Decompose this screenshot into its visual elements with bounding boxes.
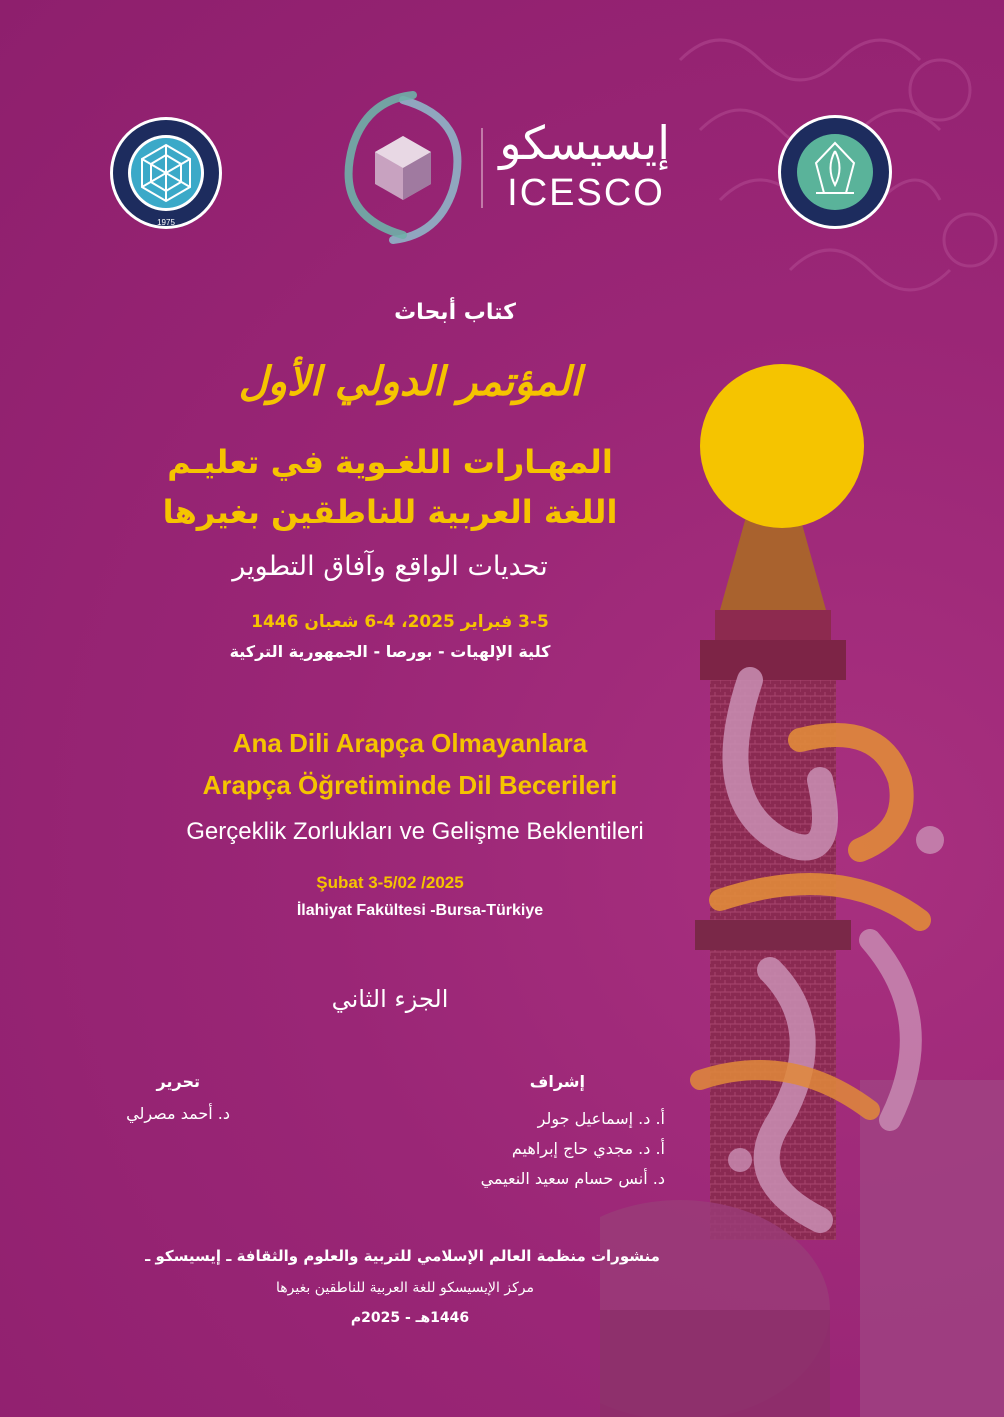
title-turkish-line1: Ana Dili Arapça Olmayanlara bbox=[232, 728, 588, 758]
volume-label: الجزء الثاني bbox=[331, 985, 449, 1013]
supervisors-list bbox=[420, 1104, 665, 1194]
publisher-center: مركز الإيسيسكو للغة العربية للناطقين بغيرها bbox=[276, 1280, 534, 1296]
icesco-divider bbox=[481, 128, 483, 208]
editor-name: د. أحمد مصرلي bbox=[126, 1104, 230, 1123]
supervisor-name: د. أنس حسام سعيد النعيمي bbox=[480, 1169, 665, 1188]
main-title-arabic-line1: المهـارات اللغـوية في تعليـم bbox=[167, 443, 613, 481]
seal-year: 1975 bbox=[157, 218, 175, 227]
date-turkish: Şubat 3-5/02 /2025 bbox=[316, 873, 464, 892]
title-turkish-line2: Arapça Öğretiminde Dil Becerileri bbox=[202, 770, 618, 800]
subtitle-arabic: تحديات الواقع وآفاق التطوير bbox=[232, 551, 548, 582]
supervision-heading: إشراف bbox=[529, 1072, 585, 1091]
sun-circle-decoration bbox=[700, 364, 864, 528]
date-arabic: 3-5 فبراير 2025، 4-6 شعبان 1446 bbox=[251, 612, 549, 632]
supervisor-name: أ. د. مجدي حاج إبراهيم bbox=[511, 1139, 665, 1158]
main-title-arabic-line2: اللغة العربية للناطقين بغيرها bbox=[162, 493, 618, 531]
icesco-emblem-logo bbox=[343, 90, 463, 245]
supervisor-name: أ. د. إسماعيل جولر bbox=[537, 1109, 665, 1128]
subtitle-turkish: Gerçeklik Zorlukları ve Gelişme Beklentileri bbox=[186, 818, 644, 845]
ilahiyat-faculty-seal-logo bbox=[776, 113, 894, 231]
place-turkish: İlahiyat Fakültesi -Bursa-Türkiye bbox=[296, 902, 544, 919]
publisher-line: منشورات منظمة العالم الإسلامي للتربية والعلوم والثقافة ـ إيسيسكو ـ bbox=[145, 1247, 660, 1265]
editor-heading: تحرير bbox=[156, 1072, 200, 1091]
uludag-university-seal-logo bbox=[108, 115, 224, 231]
icesco-arabic-wordmark: إيسيسكو bbox=[499, 116, 670, 170]
icesco-english-wordmark: ICESCO bbox=[507, 172, 665, 214]
book-label: كتاب أبحاث bbox=[394, 300, 516, 325]
conference-title: المؤتمر الدولي الأول bbox=[238, 358, 582, 405]
place-arabic: كلية الإلهيات - بورصا - الجمهورية التركية bbox=[229, 642, 551, 661]
publication-year: 1446هـ - 2025م bbox=[350, 1310, 470, 1326]
